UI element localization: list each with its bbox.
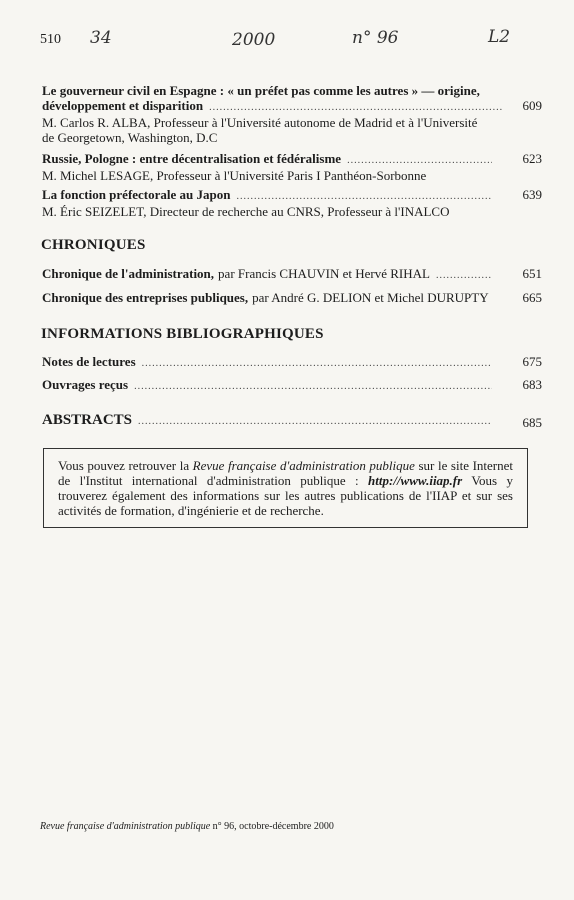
- page-footer: [40, 821, 334, 832]
- entry-authors: par Francis CHAUVIN et Hervé RIHAL: [218, 266, 430, 281]
- entry-page: 685: [522, 415, 542, 430]
- toc-entry-chronique-administration[interactable]: [42, 266, 542, 283]
- section-heading-chroniques: CHRONIQUES: [41, 237, 146, 253]
- entry-authors: par André G. DELION et Michel DURUPTY: [252, 290, 489, 305]
- handwritten-note-4: L2: [488, 27, 511, 47]
- notice-text: sur le site Internet de l'Institut international d'administration publique :: [58, 458, 513, 488]
- dot-leader: [347, 151, 492, 168]
- toc-entry-ouvrages-recus[interactable]: [42, 377, 542, 394]
- entry-title: Chronique des entreprises publiques,: [42, 290, 249, 305]
- notice-text: Vous pouvez retrouver la: [58, 458, 193, 473]
- entry-page: 609: [522, 98, 542, 113]
- footer-journal: Revue française d'administration publique: [40, 821, 211, 832]
- dot-leader: [138, 412, 492, 429]
- entry-title-line: Le gouverneur civil en Espagne : « un préfet pas comme les autres » — origine,: [42, 83, 480, 98]
- entry-title: La fonction préfectorale au Japon: [42, 187, 231, 202]
- toc-entry-chronique-entreprises[interactable]: [42, 290, 542, 307]
- toc-entry-russie[interactable]: [42, 151, 542, 183]
- notice-box: [43, 448, 528, 528]
- entry-author: M. Michel LESAGE, Professeur à l'Université Paris I Panthéon-Sorbonne: [42, 168, 427, 183]
- toc-entry-gouverneur[interactable]: [42, 83, 542, 145]
- toc-entry-abstracts[interactable]: [42, 412, 542, 429]
- entry-page: 651: [522, 266, 542, 281]
- page-number: 510: [40, 32, 61, 47]
- entry-title: Chronique de l'administration,: [42, 266, 215, 281]
- entry-title: Notes de lectures: [42, 354, 136, 369]
- section-heading-abstracts: ABSTRACTS: [42, 412, 133, 428]
- entry-title: Ouvrages reçus: [42, 377, 129, 392]
- dot-leader: [142, 354, 492, 371]
- dot-leader: [236, 187, 492, 204]
- toc-entry-notes-lectures[interactable]: [42, 354, 542, 371]
- toc-entry-japon[interactable]: [42, 187, 542, 219]
- handwritten-note-2: 2000: [232, 30, 276, 50]
- footer-issue: n° 96, octobre-décembre 2000: [210, 821, 334, 832]
- section-heading-informations: INFORMATIONS BIBLIOGRAPHIQUES: [41, 326, 324, 342]
- entry-page: 639: [522, 187, 542, 202]
- entry-title-line: développement et disparition: [42, 98, 204, 113]
- entry-page: 683: [522, 377, 542, 392]
- dot-leader: [436, 266, 492, 283]
- entry-author: M. Éric SEIZELET, Directeur de recherche au CNRS, Professeur à l'INALCO: [42, 204, 450, 219]
- entry-author: M. Carlos R. ALBA, Professeur à l'Université autonome de Madrid et à l'Université de Georgetown, Washington, D.C: [42, 115, 478, 145]
- dot-leader: [134, 377, 492, 394]
- handwritten-note-1: 34: [90, 28, 112, 48]
- handwritten-note-3: n° 96: [352, 28, 399, 48]
- entry-page: 675: [522, 354, 542, 369]
- dot-leader: [209, 98, 502, 115]
- entry-title: Russie, Pologne : entre décentralisation et fédéralisme: [42, 151, 342, 166]
- notice-text: Vous y trouverez également des informations sur les autres publications de l'IIAP et sur ses activités de formation, d'ingénierie et de recherche.: [58, 473, 513, 518]
- notice-journal: Revue française d'administration publique: [192, 458, 415, 473]
- notice-url-link[interactable]: http://www.iiap.fr: [368, 473, 463, 488]
- entry-page: 623: [522, 151, 542, 166]
- entry-page: 665: [522, 290, 542, 305]
